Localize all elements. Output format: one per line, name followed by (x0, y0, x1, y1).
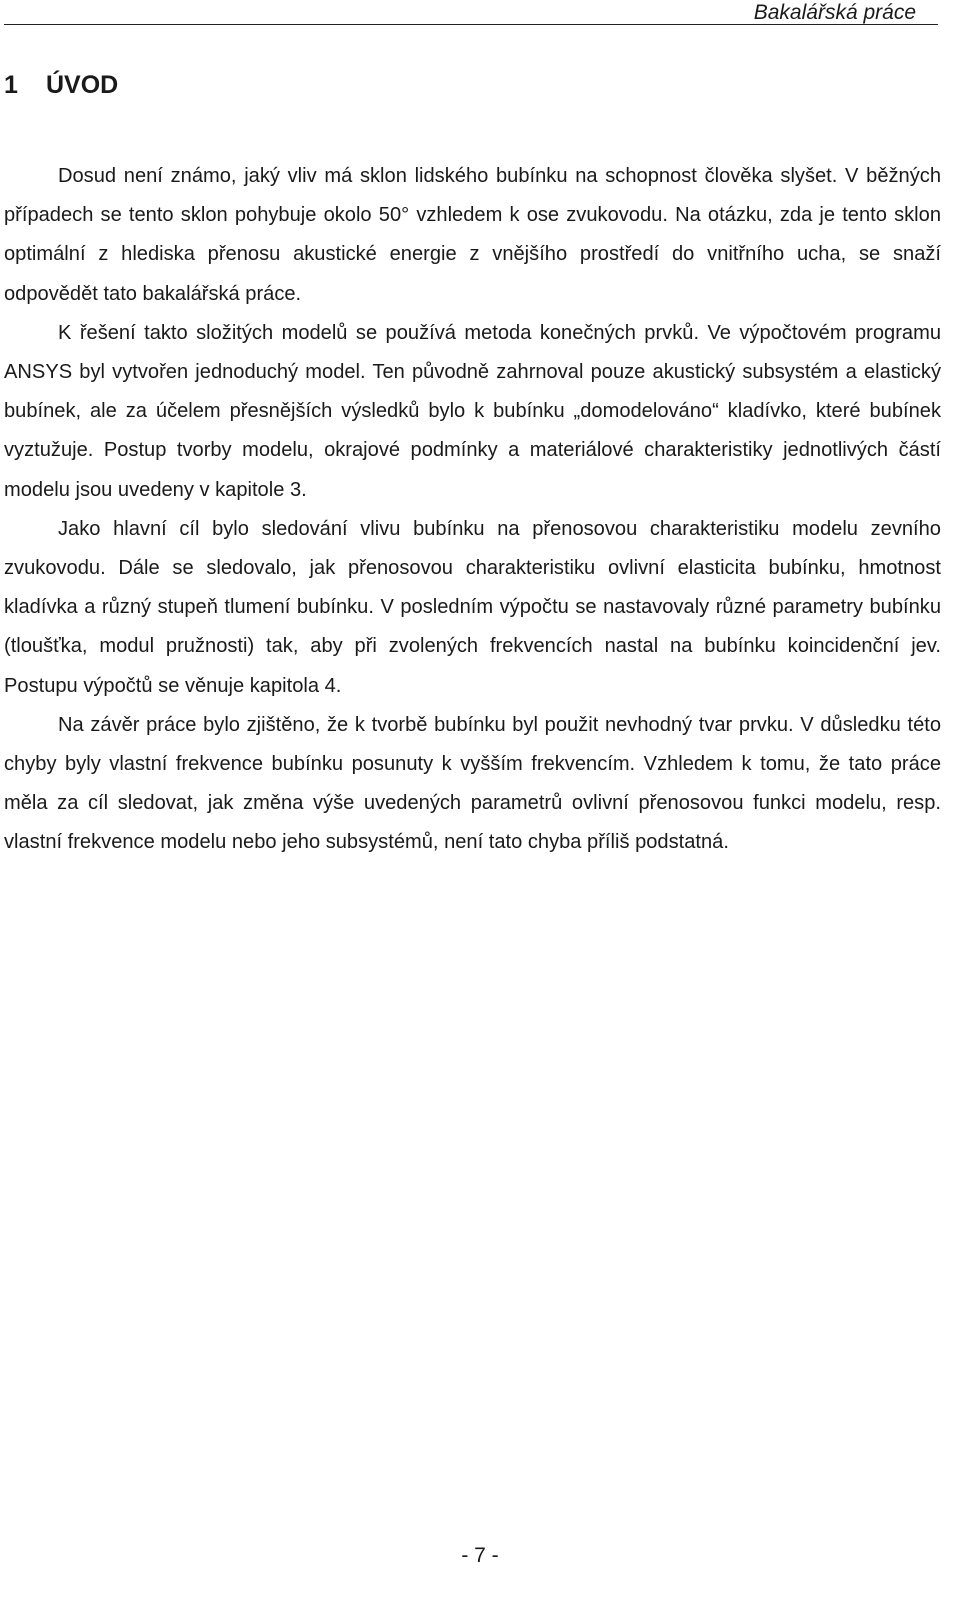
page-number: - 7 - (461, 1544, 499, 1567)
chapter-title: ÚVOD (46, 71, 119, 99)
running-header: Bakalářská práce (753, 1, 916, 24)
paragraph-1: Dosud není známo, jaký vliv má sklon lidského bubínku na schopnost člověka slyšet. V běžných případech se tento sklon pohybuje okolo 50° vzhledem k ose zvukovodu. Na otázku, zda je tento sklon optimální z hlediska přenosu akustické energie z vnějšího prostředí do vnitřního ucha, se snaží odpovědět tato bakalářská práce. (4, 165, 941, 305)
header-rule (4, 24, 938, 25)
paragraph-4: Na závěr práce bylo zjištěno, že k tvorbě bubínku byl použit nevhodný tvar prvku. V důsledku této chyby byly vlastní frekvence bubínku posunuty k vyšším frekvencím. Vzhledem k tomu, že tato práce měla za cíl sledovat, jak změna výše uvedených parametrů ovlivní přenosovou funkci modelu, resp. vlastní frekvence modelu nebo jeho subsystémů, není tato chyba příliš podstatná. (4, 713, 941, 854)
chapter-number: 1 (4, 71, 18, 99)
paragraph-3: Jako hlavní cíl bylo sledování vlivu bubínku na přenosovou charakteristiku modelu zevního zvukovodu. Dále se sledovalo, jak přenosovou charakteristiku ovlivní elasticita bubínku, hmotnost kladívka a různý stupeň tlumení bubínku. V posledním výpočtu se nastavovaly různé parametry bubínku (tloušťka, modul pružnosti) tak, aby při zvolených frekvencích nastal na bubínku koincidenční jev. Postupu výpočtů se věnuje kapitola 4. (4, 517, 941, 697)
chapter-heading (4, 68, 118, 102)
paragraph-2: K řešení takto složitých modelů se používá metoda konečných prvků. Ve výpočtovém programu ANSYS byl vytvořen jednoduchý model. Ten původně zahrnoval pouze akustický subsystém a elastický bubínek, ale za účelem přesnějších výsledků bylo k bubínku „domodelováno“ kladívko, které bubínek vyztužuje. Postup tvorby modelu, okrajové podmínky a materiálové charakteristiky jednotlivých částí modelu jsou uvedeny v kapitole 3. (4, 321, 941, 501)
chapter-body (4, 157, 941, 863)
